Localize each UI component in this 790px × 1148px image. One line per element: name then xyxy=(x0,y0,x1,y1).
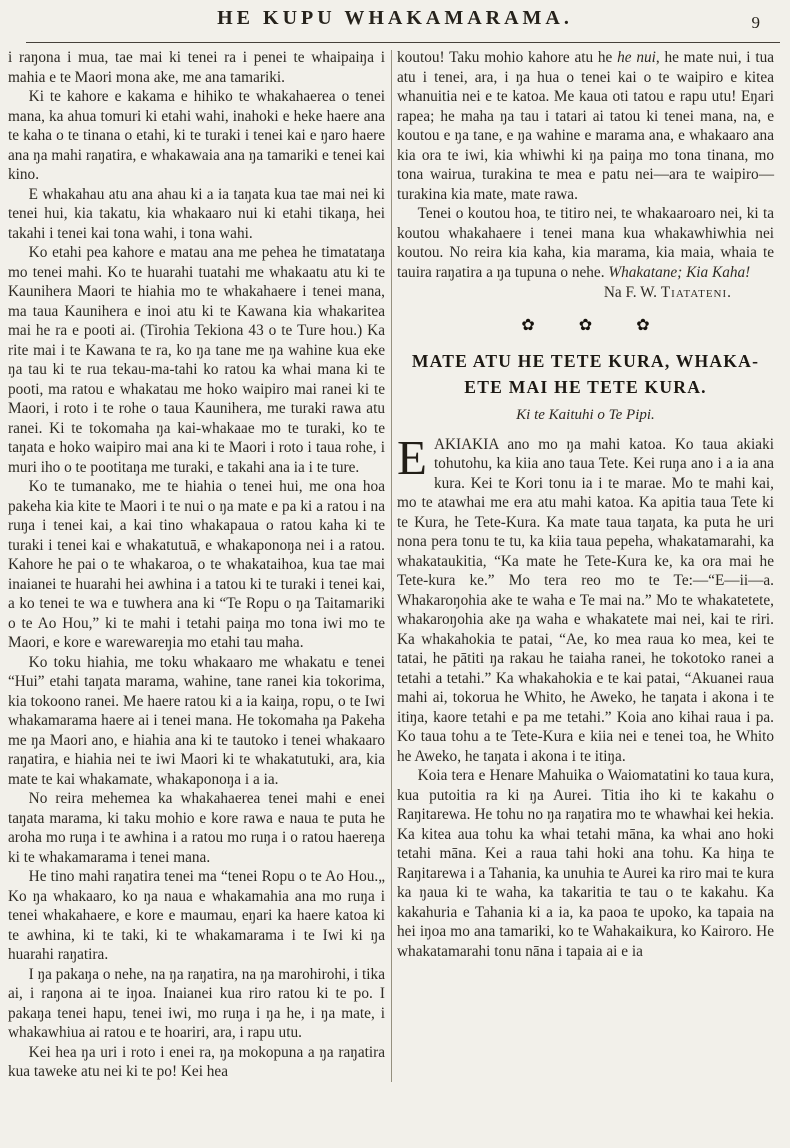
text-run: Ko te tumanako, me te hiahia o tenei hui, me ona hoa pakeha kia kite te Maori i te nui o ŋa mate e pa ki a ratou i na ruŋa i tenei kai, a kai tino whakapaua o ratou kaha ki te turaki i tenei kai e whakatutuā, e whakaponoŋa nei i a ratou. Kahore he pai o te whakaroa, o te whakataihoa, kua tae mai inaianei te huarahi hei awhina i a tatou ki te turaki i tenei kai, a ko tenei te wa e tuwhera ana ki “Te Ropu o ŋa Taitamariki o te Ao Hou,” ki te mahi i tetahi paiŋa mo tona iwi mo te Maori, e kore e warewareŋia mo etahi tau maha. xyxy=(8,478,385,651)
article-heading-line: MATE ATU HE TETE KURA, WHAKA- xyxy=(411,351,760,371)
text-run: i raŋona i mua, tae mai ki tenei ra i penei te whaipaiŋa i mahia e te Maori mona ake, me ana tamariki. xyxy=(8,49,385,86)
text-run: koutou! Taku mohio kahore atu he xyxy=(397,49,618,66)
text-run: He tino mahi raŋatira tenei ma “tenei Ropu o te Ao Hou.„ Ko ŋa whakaaro, ko ŋa naua e whakamahia ana mo ruŋa i tenei whakahaere, e kore e maumau, eŋari ka haere katoa ki te awhina, ki te taki, ki te whakamarama i te Iwi ki ŋa huarahi raŋatira. xyxy=(8,868,385,963)
column-divider xyxy=(391,50,392,1082)
text-run: Na F. W. xyxy=(603,284,661,301)
text-run: AKIAKIA ano mo ŋa mahi katoa. Ko taua akiaki tohutohu, ka kiia ano taua Tete. Kei ruŋa ano i a ia ana kura. Kei te Kori tonu ia i te marae. Mo te mahi kai, mo te atawhai me era atu mahi katoa. Ka apitia taua Tete ki te Kura, he Tete-Kura. Ka mate taua taŋata, ka puta he uri nona pera tonu te tu, ka kiia taua pepeha, whakatamarahi, ka whakataukitia, “Ka mate he Tete-Kura ke, ka ora mai he Tete-kura ke.” Mo tera reo mo te Te:—“E—ii—a. Whakaroŋohia ake te waha e Te mai na.” Mo te whakatetete, whakaroŋohia ake ŋa waha e whakatete mai nei, kai te riri. Ka whakahokia te patai, “Ae, ko mea raua ko mea, kei te tatai, he pātiti ŋa rakau he taiaha ranei, he tokotoko ranei a tetahi a tetahi.” Ka whakahokia e te kai patai, “Akuanei raua mahi ai, tokorua he Whito, he Aweko, he taŋata i akona i te itiŋa, kaore tetahi e pa me tetahi.” Koia ano kihai raua i pa. Ko taua tohu a te Tete-Kura e kiia nei e tenei toa, he Whito he Aweko, he taŋata i akona i te itiŋa. xyxy=(397,435,774,765)
paragraph xyxy=(8,965,385,1043)
text-run: Tenei o koutou hoa, te titiro nei, te whakaaroaro nei, ki ta koutou whakahaere i tenei mana kua whakawhiwhia nei koutou. No reira kia kaha, kia marama, kia maia, whaia te tauira raŋatira a ŋa tupuna o nehe. xyxy=(397,205,774,281)
paragraph xyxy=(8,185,385,244)
paragraph xyxy=(8,867,385,965)
paragraph xyxy=(397,429,774,767)
text-run: Koia tera e Henare Mahuika o Waiomatatini ko taua kura, kua putoitia ra ki ŋa Aurei. Titia iho ki te kakahu o Raŋitarewa. He tohu no ŋa raŋatira mo te whawhai kei hekia. Ka kitea aua tohu ka whai tetahi māna, ka whai ano hoki tetahi māna. Kei a raua tahi hoki ana tohu. Ka hiŋa te Raŋitarewa i a Tahania, ka unuhia te Aurei ka riro mai te kura ka ŋaua ki te waha, ka takaritia te tau o te kakahu. Ka kakahuria e Tahania ki a ia, ka paoa te upoko, ka tapaia na hei iŋoa mo ana tamariki, ko te Wahakaikura, ko Kairoro. He whakatamarahi tonu nāna i tapaia ai e ia xyxy=(397,767,775,960)
column-right xyxy=(397,48,774,1082)
paragraph xyxy=(8,87,385,185)
article-heading-line: ETE MAI HE TETE KURA. xyxy=(464,377,707,397)
text-run: Ko etahi pea kahore e matau ana me pehea he timatataŋa mo tenei mahi. Ko te huarahi tuatahi me whakaatu atu ki te Kaunihera Maori te hiahia mo te whakahaere i tenei mana, ma taua Kaunihera e inoi atu ki te Kawana kia whakaritea mai he ra e pooti ai. (Tirohia Tekiona 43 o te Ture hou.) Ka rite mai i te Kawana te ra, ko ŋa tane me ŋa wahine kua eke ŋa tau ki te rua tekau-ma-tahi ko ratou ka whai mana ki te pooti, ma ratou e whakatau me hoko waipiro mai ranei ki te Maori, i roto i te rohe o taua Kaunihera, me turaki rawa atu ranei. Ki te tokomaha ŋa kai-whakaae mo te turaki, ko te taŋata e hoko waipiro mai ana ki te Maori i roto i taua rohe, i muri iho o te pootitaŋa me turaki, e takahi ana ia i te ture. xyxy=(8,244,385,476)
ornament-row xyxy=(397,315,774,335)
text-run: Kei hea ŋa uri i roto i enei ra, ŋa mokopuna a ŋa raŋatira kua taweke atu nei ki te po! Kei hea xyxy=(8,1043,385,1080)
page-header xyxy=(0,0,790,40)
drop-cap: E xyxy=(397,429,427,485)
text-run: No reira mehemea ka whakahaerea tenei mahi e enei taŋata marama, ki taku mohio e kore rawa e naua te puta he aroha mo ruŋa i te awhina i a ratou mo ruŋa i o ratou haereŋa ki te whakamarama i tenei mana. xyxy=(8,790,385,866)
author-signature xyxy=(397,283,774,303)
masthead-title: HE KUPU WHAKAMARAMA. xyxy=(217,7,573,29)
paragraph xyxy=(8,653,385,790)
text-run: , he mate nui, i tua atu i tenei, ara, i ŋa hua o tenei kai o te waipiro e kitea whanuitia nei e te katoa. Me kaua oti tatou e rapu utu! Eŋari rapea; he maha ŋa tau i tatari ai tatou ki tenei mana, na, e koutou e ŋa tane, e ŋa wahine e marama ana, e whakaaro ana kia ora te iwi, kia whiwhi ki ŋa paiŋa mo tona tinana, mo tona wairua, turakina te mea e patu nei—ara te waipiro—turakina kia mate, mate rawa. xyxy=(397,49,775,203)
fleuron-ornament-icon: ✿ xyxy=(636,314,650,334)
text-run: I ŋa pakaŋa o nehe, na ŋa raŋatira, na ŋa marohirohi, i tika ai, i raŋona ai te iŋoa. Inaianei kua riro ratou ki te po. I pakaŋa tenei hapu, tenei iwi, mo ruŋa i ŋa he, i ŋa mate, i whakawhiua ai ratou e te hoariri, ara, i rapu utu. xyxy=(8,965,385,1041)
paragraph xyxy=(8,1043,385,1082)
text-run: Ki te kahore e kakama e hihiko te whakahaerea o tenei mana, ka ahua tomuri ki etahi wahi, inahoki e heke haere ana te kaha o te tinana o etahi, ki te turaki i tenei kai e ŋaro haere ana ŋa mahi raŋatira, e whakawaia ana ŋa tamariki e tenei kai kino. xyxy=(8,88,385,183)
text-run: E whakahau atu ana ahau ki a ia taŋata kua tae mai nei ki tenei hui, kia takatu, kia whakaaro nui ki etahi tikaŋa, hei takahi i tenei kai tona wahi, i tona wahi. xyxy=(8,185,385,242)
paragraph xyxy=(8,243,385,477)
paragraph xyxy=(397,766,774,961)
article-subheading: Ki te Kaituhi o Te Pipi. xyxy=(516,407,655,423)
fleuron-ornament-icon: ✿ xyxy=(521,314,535,334)
column-container xyxy=(0,43,790,1082)
italic-text: Whakatane; Kia Kaha! xyxy=(608,263,751,281)
page-number: 9 xyxy=(751,13,760,32)
italic-text: he nui xyxy=(617,49,656,66)
paragraph xyxy=(397,48,774,204)
column-left xyxy=(8,48,385,1082)
article-heading xyxy=(401,348,770,400)
fleuron-ornament-icon: ✿ xyxy=(578,314,593,334)
text-run: Ko toku hiahia, me toku whakaaro me whakatu e tenei “Hui” etahi taŋata marama, wahine, tane ranei kia tokorima, kia tokoono ranei. Me haere ratou ki a ia kaiŋa, ropu, o te Iwi whakamarama haere ai i tenei mana. He tokomaha ŋa Pakeha me ŋa Maori ano, e hiahia ana ki te tautoko i tenei whakaaro raŋatira, e hiahia nei te iwi Maori ki te whakatutuki, ara, kia mate te kai whakamate, whakaponoŋa i a ia. xyxy=(8,653,385,788)
smallcaps-name: Tiatateni. xyxy=(660,284,732,301)
paragraph xyxy=(8,477,385,653)
paragraph xyxy=(8,48,385,87)
paragraph xyxy=(397,204,774,282)
paragraph xyxy=(8,789,385,867)
